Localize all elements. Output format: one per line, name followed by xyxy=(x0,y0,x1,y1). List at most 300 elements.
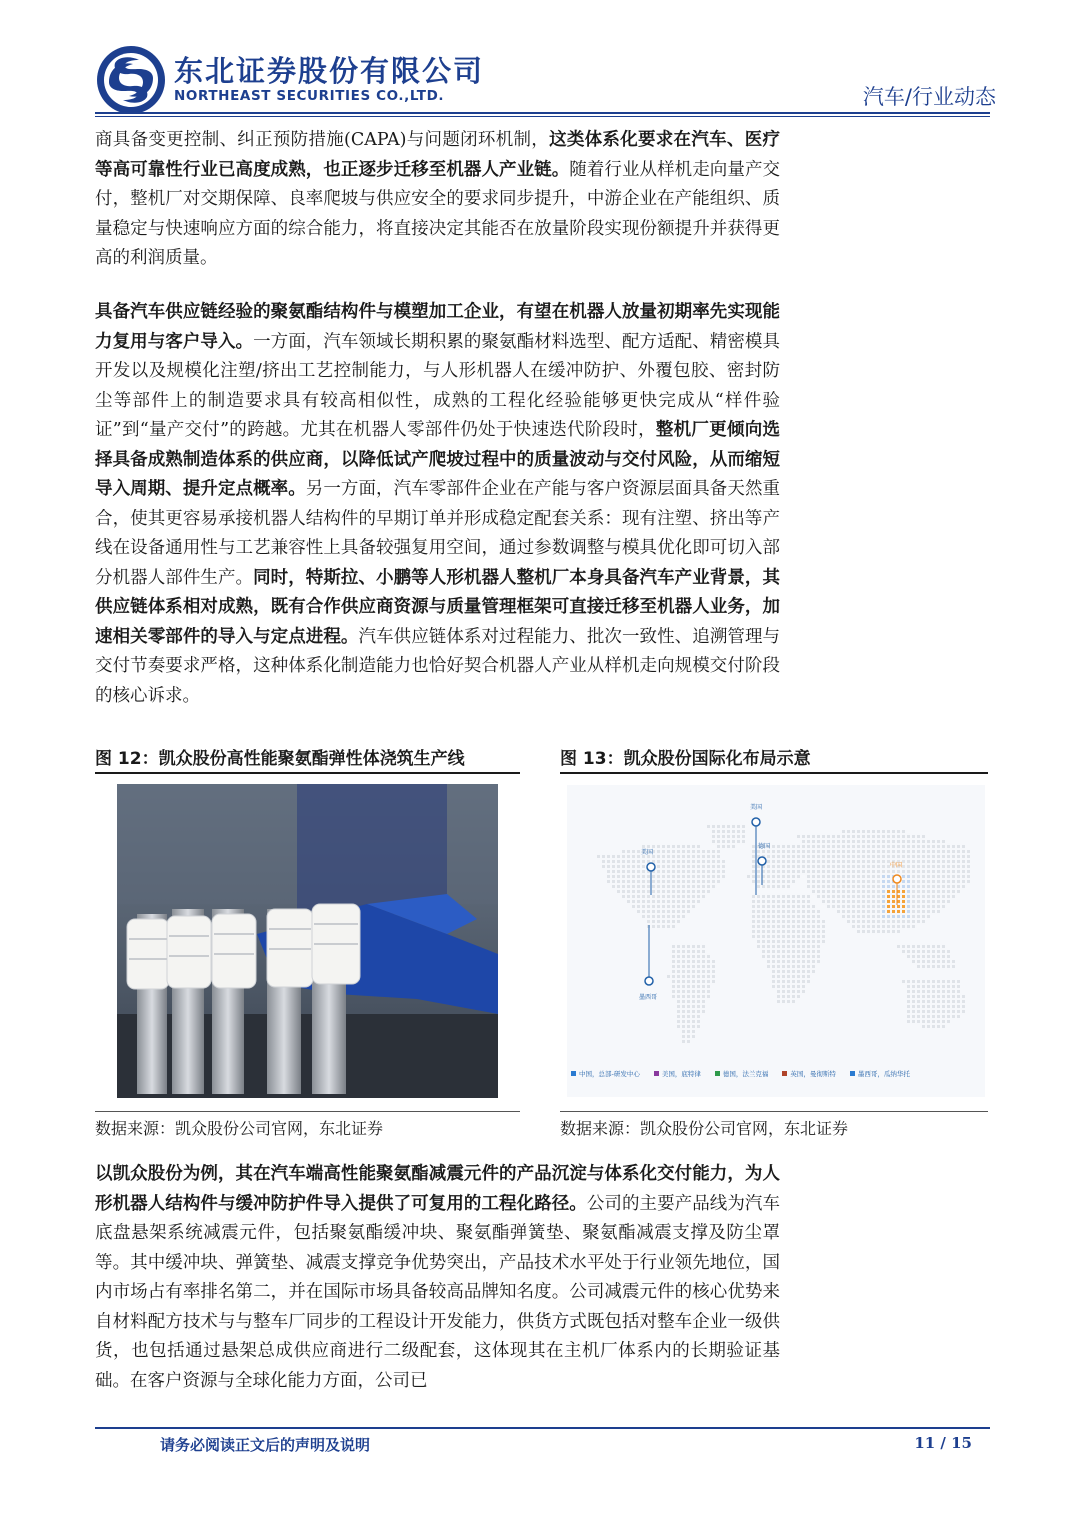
map-dot xyxy=(612,880,615,883)
map-dot xyxy=(932,905,935,908)
map-dot xyxy=(887,870,890,873)
map-dot xyxy=(682,850,685,853)
map-dot xyxy=(692,880,695,883)
map-dot xyxy=(717,850,720,853)
map-dot xyxy=(677,890,680,893)
map-dot xyxy=(792,875,795,878)
map-dot xyxy=(657,900,660,903)
map-dot xyxy=(652,885,655,888)
map-dot xyxy=(687,1020,690,1023)
map-dot xyxy=(947,845,950,848)
map-dot xyxy=(812,880,815,883)
map-dot xyxy=(957,860,960,863)
map-dot xyxy=(967,875,970,878)
map-dot xyxy=(667,850,670,853)
map-dot xyxy=(797,945,800,948)
map-dot xyxy=(902,895,905,898)
map-dot xyxy=(942,945,945,948)
map-dot xyxy=(767,965,770,968)
map-dot xyxy=(657,855,660,858)
map-dot xyxy=(902,835,905,838)
map-dot xyxy=(777,995,780,998)
map-dot xyxy=(662,925,665,928)
map-dot xyxy=(687,1005,690,1008)
map-dot xyxy=(832,835,835,838)
map-dot xyxy=(842,865,845,868)
map-dot xyxy=(962,855,965,858)
map-dot xyxy=(782,910,785,913)
map-dot xyxy=(817,840,820,843)
map-dot xyxy=(802,910,805,913)
map-dot xyxy=(597,855,600,858)
map-dot xyxy=(952,1010,955,1013)
map-dot xyxy=(872,835,875,838)
legend-label: 德国，法兰克福 xyxy=(722,1070,769,1078)
map-dot xyxy=(917,905,920,908)
map-dot xyxy=(802,975,805,978)
map-dot xyxy=(692,875,695,878)
map-dot xyxy=(792,905,795,908)
map-dot xyxy=(822,845,825,848)
map-dot xyxy=(867,870,870,873)
map-dot xyxy=(947,1000,950,1003)
map-dot xyxy=(797,990,800,993)
map-dot xyxy=(732,840,735,843)
map-dot xyxy=(867,910,870,913)
map-dot xyxy=(677,880,680,883)
map-dot xyxy=(807,855,810,858)
map-dot xyxy=(932,965,935,968)
map-dot xyxy=(867,905,870,908)
map-dot xyxy=(687,970,690,973)
map-dot xyxy=(672,890,675,893)
map-dot xyxy=(912,985,915,988)
map-dot xyxy=(787,945,790,948)
map-dot xyxy=(812,910,815,913)
map-dot xyxy=(792,880,795,883)
map-dot xyxy=(927,860,930,863)
map-dot xyxy=(752,910,755,913)
map-dot xyxy=(932,1025,935,1028)
map-dot xyxy=(807,930,810,933)
map-dot xyxy=(702,995,705,998)
map-dot xyxy=(677,995,680,998)
map-dot xyxy=(682,985,685,988)
map-dot xyxy=(852,915,855,918)
map-dot xyxy=(932,895,935,898)
map-dot xyxy=(917,950,920,953)
map-dot xyxy=(602,860,605,863)
map-dot xyxy=(877,910,880,913)
map-dot xyxy=(927,995,930,998)
map-dot xyxy=(667,880,670,883)
map-dot xyxy=(917,855,920,858)
map-dot xyxy=(807,950,810,953)
map-dot xyxy=(632,875,635,878)
map-dot xyxy=(842,885,845,888)
map-dot xyxy=(862,830,865,833)
map-dot xyxy=(962,845,965,848)
map-dot xyxy=(847,910,850,913)
map-dot xyxy=(727,840,730,843)
map-dot xyxy=(782,925,785,928)
map-dot xyxy=(622,850,625,853)
map-dot xyxy=(787,870,790,873)
map-dot xyxy=(887,910,890,913)
map-dot xyxy=(862,850,865,853)
map-dot xyxy=(682,1005,685,1008)
map-dot xyxy=(882,850,885,853)
map-dot xyxy=(682,950,685,953)
map-dot xyxy=(682,1020,685,1023)
map-dot xyxy=(767,880,770,883)
map-dot xyxy=(872,865,875,868)
map-dot xyxy=(767,945,770,948)
map-dot xyxy=(672,885,675,888)
map-dot xyxy=(872,845,875,848)
map-dot xyxy=(797,940,800,943)
map-dot xyxy=(912,845,915,848)
map-dot xyxy=(692,855,695,858)
map-dot xyxy=(787,930,790,933)
map-dot xyxy=(697,960,700,963)
map-dot xyxy=(922,1005,925,1008)
map-dot xyxy=(792,975,795,978)
map-dot xyxy=(857,890,860,893)
map-dot xyxy=(677,1020,680,1023)
map-dot xyxy=(682,915,685,918)
map-dot xyxy=(787,855,790,858)
map-dot xyxy=(917,955,920,958)
map-dot xyxy=(802,895,805,898)
map-dot xyxy=(937,850,940,853)
map-dot xyxy=(622,865,625,868)
map-dot xyxy=(867,845,870,848)
map-dot xyxy=(812,935,815,938)
map-dot xyxy=(797,960,800,963)
map-dot xyxy=(812,960,815,963)
map-dot xyxy=(842,910,845,913)
marker-germany xyxy=(758,857,766,865)
map-dot xyxy=(947,875,950,878)
map-dot xyxy=(767,920,770,923)
map-dot xyxy=(857,875,860,878)
map-dot xyxy=(757,935,760,938)
map-dot xyxy=(882,920,885,923)
map-dot xyxy=(767,935,770,938)
map-dot xyxy=(942,885,945,888)
map-dot xyxy=(767,925,770,928)
map-dot xyxy=(772,945,775,948)
map-dot xyxy=(632,850,635,853)
map-dot xyxy=(867,900,870,903)
map-dot xyxy=(742,830,745,833)
map-dot xyxy=(652,910,655,913)
map-dot xyxy=(812,950,815,953)
map-dot xyxy=(687,865,690,868)
map-dot xyxy=(852,870,855,873)
map-dot xyxy=(817,875,820,878)
map-dot xyxy=(812,915,815,918)
map-dot xyxy=(692,960,695,963)
map-dot xyxy=(637,875,640,878)
map-dot xyxy=(702,870,705,873)
map-dot xyxy=(942,980,945,983)
map-dot xyxy=(737,825,740,828)
map-dot xyxy=(857,925,860,928)
map-dot xyxy=(652,900,655,903)
map-dot xyxy=(867,895,870,898)
map-dot xyxy=(767,870,770,873)
map-dot xyxy=(752,860,755,863)
map-dot xyxy=(787,880,790,883)
map-dot xyxy=(812,840,815,843)
map-dot xyxy=(937,900,940,903)
map-dot xyxy=(922,955,925,958)
map-dot xyxy=(617,865,620,868)
map-dot xyxy=(792,860,795,863)
map-dot xyxy=(852,880,855,883)
map-dot xyxy=(737,830,740,833)
map-dot xyxy=(832,880,835,883)
map-dot xyxy=(792,970,795,973)
map-dot xyxy=(757,940,760,943)
map-dot xyxy=(817,955,820,958)
map-dot xyxy=(807,905,810,908)
map-dot xyxy=(902,885,905,888)
map-dot xyxy=(867,830,870,833)
map-dot xyxy=(617,890,620,893)
map-dot xyxy=(922,950,925,953)
map-dot xyxy=(727,825,730,828)
map-dot xyxy=(682,875,685,878)
map-dot xyxy=(872,880,875,883)
map-dot xyxy=(807,845,810,848)
map-dot xyxy=(807,970,810,973)
map-dot xyxy=(752,875,755,878)
map-dot xyxy=(797,975,800,978)
map-dot xyxy=(652,895,655,898)
map-dot xyxy=(927,915,930,918)
map-dot xyxy=(687,965,690,968)
map-dot xyxy=(687,900,690,903)
map-dot xyxy=(947,890,950,893)
map-dot xyxy=(767,905,770,908)
map-dot xyxy=(927,900,930,903)
map-dot xyxy=(682,895,685,898)
map-dot xyxy=(867,840,870,843)
marker-us-west xyxy=(647,863,655,871)
map-dot xyxy=(737,840,740,843)
map-dot xyxy=(937,845,940,848)
map-dot xyxy=(687,880,690,883)
map-dot xyxy=(807,875,810,878)
map-dot xyxy=(957,995,960,998)
map-dot xyxy=(857,920,860,923)
map-dot xyxy=(927,850,930,853)
map-dot xyxy=(657,890,660,893)
map-dot xyxy=(907,955,910,958)
map-dot xyxy=(892,870,895,873)
map-dot xyxy=(817,930,820,933)
map-dot xyxy=(867,885,870,888)
map-dot xyxy=(882,865,885,868)
map-dot xyxy=(667,920,670,923)
map-dot xyxy=(882,870,885,873)
map-dot xyxy=(717,870,720,873)
map-dot xyxy=(682,965,685,968)
map-dot xyxy=(752,870,755,873)
map-dot xyxy=(792,865,795,868)
map-dot xyxy=(947,965,950,968)
map-dot xyxy=(887,840,890,843)
map-dot xyxy=(637,860,640,863)
map-dot xyxy=(772,950,775,953)
map-dot xyxy=(697,885,700,888)
map-dot xyxy=(822,940,825,943)
map-dot xyxy=(812,855,815,858)
map-dot xyxy=(907,855,910,858)
map-dot xyxy=(752,930,755,933)
map-dot xyxy=(857,910,860,913)
map-dot xyxy=(877,830,880,833)
map-dot xyxy=(697,965,700,968)
map-dot xyxy=(962,1010,965,1013)
map-dot xyxy=(962,1000,965,1003)
map-dot xyxy=(917,980,920,983)
map-dot xyxy=(782,895,785,898)
world-map-figure xyxy=(567,785,985,1097)
map-dot xyxy=(852,925,855,928)
map-dot xyxy=(887,830,890,833)
map-dot xyxy=(777,885,780,888)
map-dot xyxy=(702,850,705,853)
map-dot xyxy=(647,890,650,893)
map-dot xyxy=(852,835,855,838)
map-dot xyxy=(792,910,795,913)
map-dot xyxy=(702,980,705,983)
map-dot xyxy=(767,915,770,918)
map-dot xyxy=(907,1015,910,1018)
map-dot xyxy=(897,835,900,838)
map-dot xyxy=(692,1020,695,1023)
map-dot xyxy=(782,970,785,973)
map-dot xyxy=(782,975,785,978)
map-dot xyxy=(802,865,805,868)
map-dot xyxy=(627,865,630,868)
map-dot xyxy=(957,845,960,848)
map-dot xyxy=(652,890,655,893)
map-dot xyxy=(692,945,695,948)
map-dot xyxy=(842,905,845,908)
map-dot xyxy=(787,915,790,918)
map-dot xyxy=(692,845,695,848)
map-dot xyxy=(962,850,965,853)
map-dot xyxy=(797,905,800,908)
map-dot xyxy=(777,875,780,878)
map-dot xyxy=(922,885,925,888)
body-paragraph-2 xyxy=(95,298,780,711)
map-dot xyxy=(842,870,845,873)
map-dot xyxy=(927,910,930,913)
map-dot xyxy=(937,965,940,968)
map-dot xyxy=(942,840,945,843)
map-dot xyxy=(652,880,655,883)
map-dot xyxy=(762,905,765,908)
map-dot xyxy=(932,960,935,963)
map-dot xyxy=(932,860,935,863)
map-dot xyxy=(907,875,910,878)
map-dot xyxy=(702,975,705,978)
map-dot xyxy=(772,870,775,873)
map-dot xyxy=(847,855,850,858)
map-dot xyxy=(872,830,875,833)
map-dot xyxy=(607,880,610,883)
map-dot xyxy=(762,940,765,943)
map-dot xyxy=(832,865,835,868)
map-dot xyxy=(927,990,930,993)
map-dot xyxy=(862,915,865,918)
map-dot xyxy=(942,985,945,988)
map-dot xyxy=(772,885,775,888)
map-dot xyxy=(892,930,895,933)
text-run: 一方面，汽车领域长期积累的聚氨酯材料选型、配方适配、精密模具开发以及规模化注塑/挤出工艺控制能力，与人形机器人在缓冲防护、外覆包胶、密封防尘等部件上的制造要求具有较高相似性，成熟的工程化经验能够更快完成从“样件验证”到“量产交付”的跨越。尤其在机器人零部件仍处于快速迭代阶段时， xyxy=(95,331,780,440)
map-dot xyxy=(712,980,715,983)
map-dot xyxy=(942,880,945,883)
map-dot xyxy=(782,950,785,953)
map-dot xyxy=(662,895,665,898)
map-dot xyxy=(967,855,970,858)
map-dot xyxy=(767,910,770,913)
map-dot xyxy=(692,970,695,973)
map-dot xyxy=(897,925,900,928)
map-dot xyxy=(687,980,690,983)
map-dot xyxy=(757,880,760,883)
map-dot xyxy=(917,1020,920,1023)
map-dot xyxy=(927,950,930,953)
map-dot xyxy=(922,870,925,873)
map-dot xyxy=(822,865,825,868)
map-dot xyxy=(877,860,880,863)
map-dot xyxy=(602,855,605,858)
map-dot xyxy=(887,895,890,898)
map-dot xyxy=(897,830,900,833)
map-dot xyxy=(952,985,955,988)
map-dot xyxy=(827,835,830,838)
map-dot xyxy=(907,860,910,863)
map-dot xyxy=(697,1015,700,1018)
map-dot xyxy=(762,945,765,948)
map-dot xyxy=(672,870,675,873)
map-dot xyxy=(827,895,830,898)
map-dot xyxy=(907,900,910,903)
map-dot xyxy=(867,880,870,883)
map-dot xyxy=(682,955,685,958)
map-dot xyxy=(662,915,665,918)
map-dot xyxy=(632,865,635,868)
map-dot xyxy=(807,895,810,898)
map-dot xyxy=(872,905,875,908)
map-dot xyxy=(887,905,890,908)
map-dot xyxy=(702,985,705,988)
map-dot xyxy=(882,905,885,908)
map-dot xyxy=(682,905,685,908)
map-dot xyxy=(902,905,905,908)
map-dot xyxy=(772,960,775,963)
map-dot xyxy=(912,900,915,903)
map-dot xyxy=(812,930,815,933)
map-dot xyxy=(952,860,955,863)
